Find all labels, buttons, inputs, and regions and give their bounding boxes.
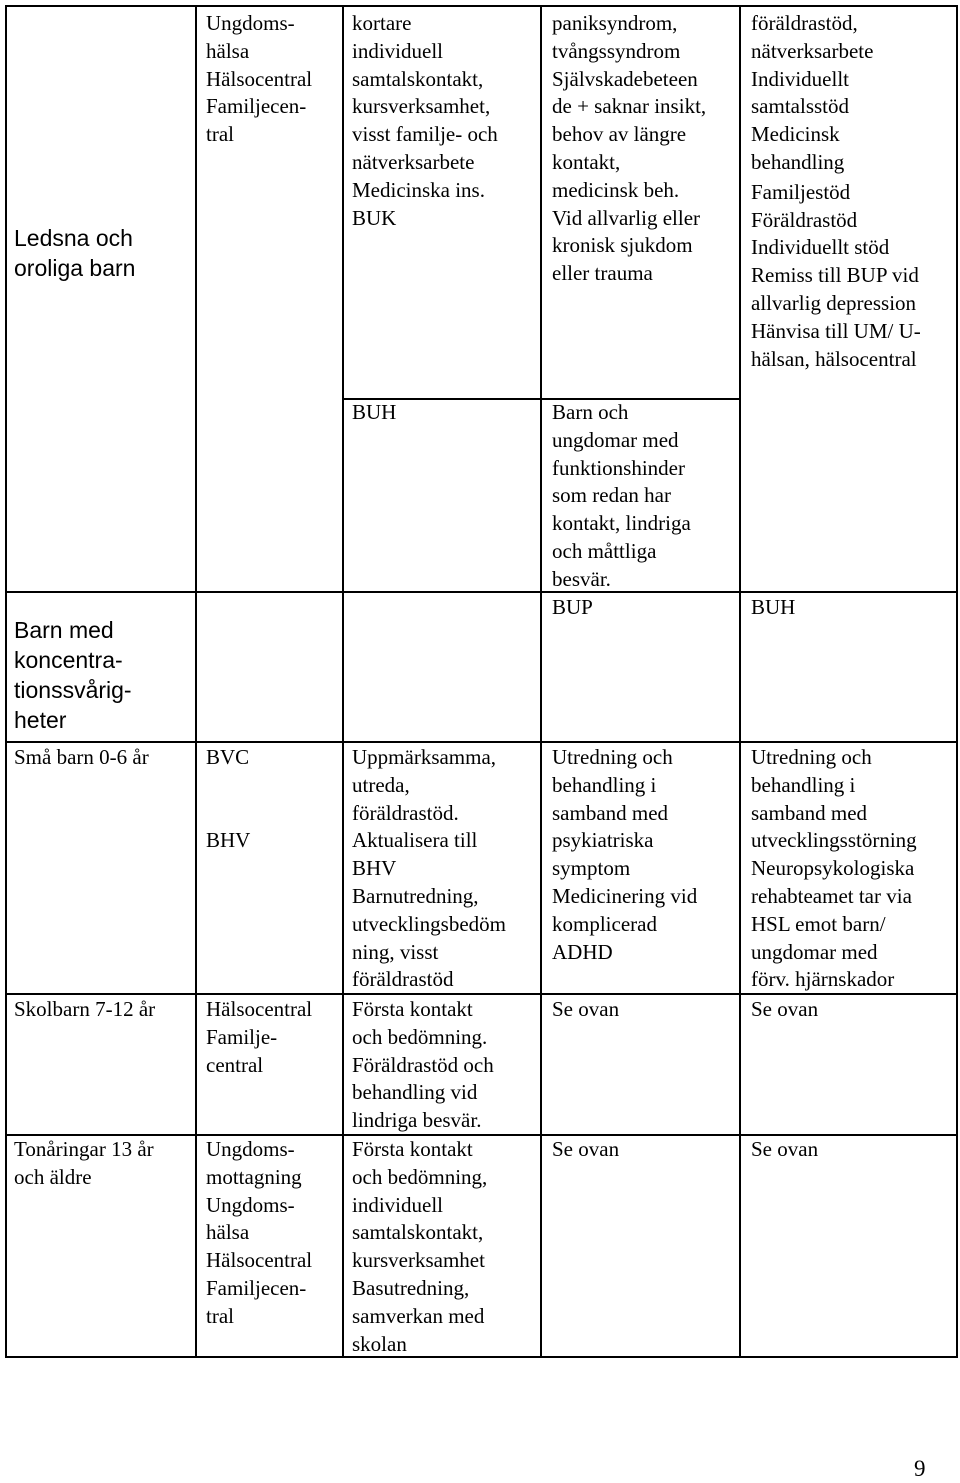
category-line: tionssvårig- — [14, 677, 132, 703]
row-divider — [5, 591, 958, 593]
level1-cell — [352, 1136, 538, 1358]
provider-line: tral — [206, 1303, 234, 1328]
provider-line: tral — [206, 122, 234, 147]
cell-line: BUH — [352, 400, 397, 424]
level2-cell — [552, 10, 738, 288]
cell-line: samverkan med — [352, 1303, 485, 1328]
provider-line: BVC — [206, 745, 250, 769]
level3-cell — [751, 996, 955, 1024]
provider-line: Ungdoms- — [206, 1137, 295, 1161]
cell-line: de + saknar insikt, — [552, 94, 707, 119]
cell-line: Aktualisera till — [352, 828, 478, 853]
cell-line: utreda, — [352, 772, 410, 797]
table-border-top — [5, 5, 958, 7]
cell-line: tvångssyndrom — [552, 38, 681, 63]
cell-line: Utredning och — [552, 745, 673, 769]
level3-cell — [751, 744, 955, 994]
row-divider — [5, 741, 958, 743]
category-line: Tonåringar 13 år — [14, 1137, 154, 1161]
level2-cell — [552, 744, 738, 966]
cell-line: funktionshinder — [552, 455, 685, 480]
level1-cell — [352, 744, 538, 994]
cell-line: psykiatriska — [552, 828, 654, 853]
provider-line: central — [206, 1052, 264, 1077]
cell-line: behandling i — [552, 772, 657, 797]
cell-line: symptom — [552, 856, 631, 881]
row-category — [14, 744, 192, 772]
cell-line: samband med — [751, 800, 868, 825]
category-line: heter — [14, 707, 67, 733]
cell-line: ning, visst — [352, 939, 439, 964]
cell-line: föräldrastöd, — [751, 11, 858, 35]
cell-line: utvecklingsstörning — [751, 828, 917, 853]
cell-line: eller trauma — [552, 261, 653, 286]
cell-line: Medicinsk — [751, 122, 840, 147]
cell-line: ADHD — [552, 939, 613, 964]
cell-line: Se ovan — [552, 997, 620, 1021]
cell-line: föräldrastöd — [352, 967, 454, 992]
cell-line: Hänvisa till UM/ U- — [751, 318, 921, 343]
provider-cell — [206, 10, 339, 149]
cell-line: BUP — [552, 595, 593, 619]
provider-line: hälsa — [206, 38, 250, 63]
cell-line: nätverksarbete — [352, 149, 475, 174]
cell-line: förv. hjärnskador — [751, 967, 895, 992]
cell-line: kortare — [352, 11, 412, 35]
provider-line — [206, 772, 339, 800]
cell-line: behandling — [751, 149, 845, 174]
row-category — [14, 1136, 192, 1192]
cell-line: ungdomar med — [552, 427, 679, 452]
level3-cell — [751, 10, 955, 373]
cell-line: medicinsk beh. — [552, 177, 680, 202]
category-line: koncentra- — [14, 647, 123, 673]
provider-line: Ungdoms- — [206, 1192, 295, 1217]
cell-line: Familjestöd — [751, 179, 851, 204]
category-line: Barn med — [14, 617, 114, 643]
cell-line: kontakt, — [552, 149, 621, 174]
cell-line: paniksyndrom, — [552, 11, 678, 35]
cell-line: nätverksarbete — [751, 38, 874, 63]
level1-cell — [352, 996, 538, 1135]
cell-line: Första kontakt — [352, 997, 473, 1021]
provider-line: BHV — [206, 828, 251, 853]
cell-line: kontakt, lindriga — [552, 511, 691, 536]
category-line: och äldre — [14, 1164, 92, 1189]
cell-line: ungdomar med — [751, 939, 878, 964]
cell-line: och bedömning, — [352, 1164, 488, 1189]
cell-line: Individuellt stöd — [751, 235, 890, 260]
cell-line: allvarlig depression — [751, 290, 917, 315]
cell-line: visst familje- och — [352, 122, 498, 147]
provider-cell — [206, 744, 339, 855]
provider-line: Hälsocentral — [206, 1248, 313, 1273]
cell-line: Medicinering vid — [552, 883, 698, 908]
cell-line: samtalsstöd — [751, 94, 849, 119]
column-divider — [342, 5, 344, 1358]
cell-line: skolan — [352, 1331, 407, 1356]
level1-cell — [352, 399, 538, 427]
cell-line: kursverksamhet, — [352, 94, 491, 119]
care-levels-table — [5, 5, 958, 1358]
cell-line: och måttliga — [552, 538, 657, 563]
cell-line: Individuellt — [751, 66, 849, 91]
cell-line: Föräldrastöd och — [352, 1052, 494, 1077]
cell-line: Första kontakt — [352, 1137, 473, 1161]
cell-line: BUK — [352, 205, 397, 230]
provider-line: Familjecen- — [206, 94, 307, 119]
provider-line: Familjecen- — [206, 1275, 307, 1300]
cell-line: kronisk sjukdom — [552, 233, 693, 258]
cell-line: behandling i — [751, 772, 856, 797]
level3-cell — [751, 594, 955, 622]
provider-line: Hälsocentral — [206, 997, 313, 1021]
row-category — [14, 615, 192, 735]
cell-line: Neuropsykologiska — [751, 856, 915, 881]
provider-line — [206, 800, 339, 828]
cell-line: Utredning och — [751, 745, 872, 769]
cell-line: behandling vid — [352, 1080, 478, 1105]
cell-line: utvecklingsbedöm — [352, 911, 506, 936]
level2-cell — [552, 996, 738, 1024]
row-category — [14, 996, 192, 1024]
provider-line: Familje- — [206, 1024, 278, 1049]
cell-line: Remiss till BUP vid — [751, 263, 919, 288]
cell-line: individuell — [352, 38, 443, 63]
cell-line: BUH — [751, 595, 796, 619]
level2-cell — [552, 594, 738, 622]
cell-line: föräldrastöd. — [352, 800, 459, 825]
row-category — [14, 223, 192, 283]
level2-cell — [552, 399, 738, 594]
cell-line: som redan har — [552, 483, 671, 508]
cell-line: individuell — [352, 1192, 443, 1217]
category-line: oroliga barn — [14, 255, 136, 281]
cell-line: Barnutredning, — [352, 883, 479, 908]
column-divider — [540, 5, 542, 1358]
provider-line: mottagning — [206, 1164, 302, 1189]
cell-line: Medicinska ins. — [352, 177, 485, 202]
cell-line: Se ovan — [751, 1137, 819, 1161]
cell-line: Uppmärksamma, — [352, 745, 497, 769]
provider-cell — [206, 1136, 339, 1331]
level1-cell — [352, 10, 538, 232]
table-border-right — [956, 5, 958, 1358]
cell-line: samband med — [552, 800, 669, 825]
cell-line: HSL emot barn/ — [751, 911, 886, 936]
category-line: Ledsna och — [14, 225, 133, 251]
column-divider — [739, 5, 741, 1358]
cell-line: och bedömning. — [352, 1024, 488, 1049]
cell-line: BHV — [352, 856, 397, 881]
column-divider — [195, 5, 197, 1358]
provider-cell — [206, 996, 339, 1079]
page-number: 9 — [914, 1456, 926, 1481]
cell-line: Se ovan — [751, 997, 819, 1021]
cell-line: Självskadebeteen — [552, 66, 698, 91]
cell-line: rehabteamet tar via — [751, 883, 912, 908]
cell-line: kursverksamhet — [352, 1248, 485, 1273]
level3-cell — [751, 1136, 955, 1164]
level2-cell — [552, 1136, 738, 1164]
category-line: Små barn 0-6 år — [14, 745, 149, 769]
provider-line: Ungdoms- — [206, 11, 295, 35]
category-line: Skolbarn 7-12 år — [14, 997, 156, 1021]
cell-line: Barn och — [552, 400, 629, 424]
table-border-left — [5, 5, 7, 1358]
provider-line: Hälsocentral — [206, 66, 313, 91]
cell-line: Se ovan — [552, 1137, 620, 1161]
cell-line: Föräldrastöd — [751, 207, 858, 232]
cell-line: Vid allvarlig eller — [552, 205, 701, 230]
cell-line: samtalskontakt, — [352, 1220, 484, 1245]
cell-line: lindriga besvär. — [352, 1108, 482, 1133]
cell-line: komplicerad — [552, 911, 657, 936]
cell-line: Basutredning, — [352, 1275, 470, 1300]
cell-line: behov av längre — [552, 122, 687, 147]
provider-line: hälsa — [206, 1220, 250, 1245]
cell-line: samtalskontakt, — [352, 66, 484, 91]
cell-line: hälsan, hälsocentral — [751, 346, 917, 371]
cell-line: besvär. — [552, 566, 611, 591]
